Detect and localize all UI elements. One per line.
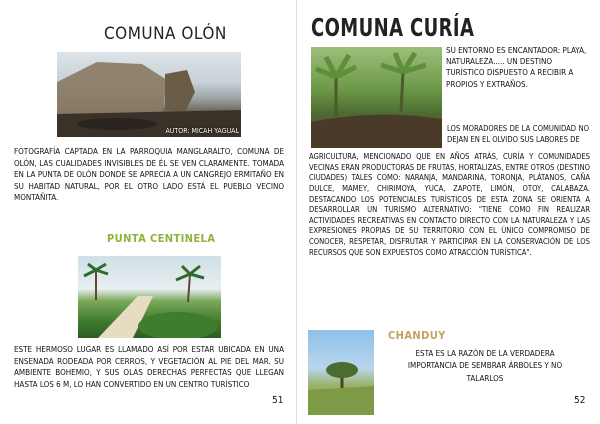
photo-olon-coast (57, 52, 241, 137)
palm-garden-illustration (78, 256, 221, 338)
reason-paragraph: ESTA ES LA RAZÓN DE LA VERDADERA IMPORTANCIA DE SEMBRAR ÁRBOLES Y NO TALARLOS (407, 349, 563, 383)
body-paragraph-main: AGRICULTURA, MENCIONADO QUE EN AÑOS ATRÁS, CURÍA Y COMUNIDADES VECINAS ERAN PRODUCTORAS DE FRUTAS, HORTALIZAS, ENTRE OTROS (DESTINO CIUDADES) TALES COMO: NARANJA, MANDARINA, TORONJA, PLÁTANOS, CAÑA DULCE, MAMEY, CHIRIMOYA, YUCA, ZAPOTE, LIMÓN, OTOY, CALABAZA. DESTACANDO LOS POTENCIALES TURÍSTICOS DE ESTA ZONA SE ORIENTA A DESARROLLAR UN TURISMO ALTERNATIVO: "TIENE COMO FIN REALIZAR ACTIVIDADES RECREATIVAS EN CONTACTO DIRECTO CON LA NATURALEZA Y LAS EXPRESIONES PROPIAS DE SU TERRITORIO CON EL ÚNICO COMPROMISO DE CONOCER, RESPETAR, DISFRUTAR Y PARTICIPAR EN LA CONSERVACIÓN DE LOS RECURSOS QUE SON EXPUESTOS COMO ATRACCIÓN TURÍSTICA". (309, 152, 590, 257)
banana-plants-illustration (311, 47, 442, 148)
rock-coast-illustration (57, 52, 241, 137)
page-number: 52 (574, 395, 586, 406)
photo-punta-centinela (78, 256, 221, 338)
photo-credit: AUTOR: MICAH YAGUAL (165, 127, 239, 135)
section-subtitle: PUNTA CENTINELA (107, 232, 216, 245)
section-subtitle: CHANDUY (388, 329, 446, 342)
body-paragraph-olon: FOTOGRAFÍA CAPTADA EN LA PARROQUIA MANGLARALTO, COMUNA DE OLÓN, LAS CUALIDADES INVISIBLES DE ÉL SE VEN CLARAMENTE. TOMADA EN LA PUNTA DE OLÓN DONDE SE APRECIA A UN CANGREJO ERMITAÑO EN SU HABITAD NATURAL, POR EL OTRO LADO ESTÁ EL PUEBLO VECINO MONTAÑITA. (14, 147, 284, 203)
body-paragraph-punta: ESTE HERMOSO LUGAR ES LLAMADO ASÍ POR ESTAR UBICADA EN UNA ENSENADA RODEADA POR CERROS, Y VEGETACIÓN AL PIE DEL MAR. SU AMBIENTE BOHEMIO, Y SUS OLAS DERECHAS PERFECTAS QUE LLEGAN HASTA LOS 6 M, LO HAN CONVERTIDO EN UN CENTRO TURÍSTICO (14, 345, 284, 389)
photo-curia-farm (311, 47, 442, 148)
page-right (297, 0, 600, 424)
page-title: COMUNA CURÍA (311, 13, 475, 42)
body-paragraph-moradores: LOS MORADORES DE LA COMUNIDAD NO DEJAN EN EL OLVIDO SUS LABORES DE (447, 124, 589, 144)
photo-chanduy-tree (308, 330, 374, 415)
page-number: 51 (272, 395, 284, 406)
tree-illustration (308, 330, 374, 415)
page-title: COMUNA OLÓN (104, 24, 227, 44)
intro-paragraph: SU ENTORNO ES ENCANTADOR: PLAYA, NATURALEZA..... UN DESTINO TURÍSTICO DISPUESTO A RECIBIR A PROPIOS Y EXTRAÑOS. (446, 46, 587, 89)
page-left (0, 0, 297, 424)
